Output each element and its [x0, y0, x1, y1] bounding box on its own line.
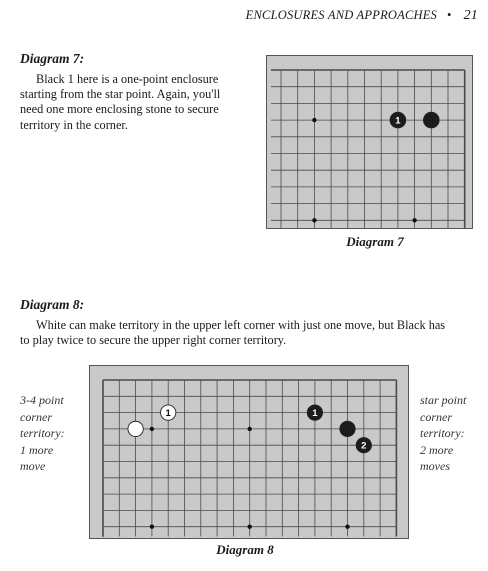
- star-point: [312, 218, 316, 222]
- stone-number: 1: [165, 408, 171, 419]
- right-note-line: moves: [420, 459, 450, 473]
- page-number: 21: [463, 8, 478, 23]
- diagram7-description: [20, 72, 250, 133]
- right-note-line: corner: [420, 409, 452, 424]
- star-point: [248, 525, 252, 529]
- white-stone: [128, 421, 143, 436]
- diagram7-caption: Diagram 7: [346, 234, 404, 249]
- diagram7-line-4: territory in the corner.: [20, 117, 128, 132]
- diagram8-caption: Diagram 8: [216, 542, 274, 557]
- diagram7-title: Diagram 7:: [20, 51, 85, 66]
- black-stone: [340, 421, 355, 436]
- star-point: [345, 525, 349, 529]
- left-note-line: territory:: [20, 426, 65, 440]
- diagram8-description: [20, 318, 480, 348]
- diagram8-line-2: to play twice to secure the upper right corner territory.: [20, 333, 287, 348]
- stone-number: 1: [395, 115, 401, 127]
- right-note: [420, 392, 486, 475]
- diagram8-board-grid: [90, 366, 408, 538]
- diagram8-line-1: White can make territory in the upper left corner with just one move, but Black has: [36, 318, 446, 332]
- left-note-line: 3-4 point: [20, 393, 64, 407]
- star-point: [150, 427, 154, 431]
- right-note-line: 2 more: [420, 442, 454, 457]
- left-note-line: corner: [20, 409, 52, 424]
- stone-number: 2: [361, 440, 367, 452]
- left-note-line: move: [20, 459, 46, 473]
- chapter-title: ENCLOSURES AND APPROACHES: [245, 8, 438, 22]
- diagram8-title: Diagram 8:: [20, 297, 85, 312]
- diagram7-line-3: need one more enclosing stone to secure: [20, 102, 219, 117]
- diagram7-line-1: Black 1 here is a one-point enclosure: [36, 72, 219, 86]
- star-point: [248, 427, 252, 431]
- left-note-line: 1 more: [20, 442, 54, 457]
- diagram7-line-2: starting from the star point. Again, you'll: [20, 87, 221, 102]
- diagram7-board: [266, 55, 473, 229]
- star-point: [150, 525, 154, 529]
- running-header: [0, 8, 478, 24]
- left-note: [20, 392, 90, 475]
- diagram8-board: [89, 365, 409, 539]
- star-point: [312, 118, 316, 122]
- right-note-line: star point: [420, 393, 467, 407]
- black-stone: [423, 112, 439, 128]
- star-point: [412, 218, 416, 222]
- diagram7-board-grid: [267, 56, 472, 228]
- stone-number: 1: [312, 408, 318, 419]
- header-separator: •: [447, 8, 452, 22]
- right-note-line: territory:: [420, 426, 465, 440]
